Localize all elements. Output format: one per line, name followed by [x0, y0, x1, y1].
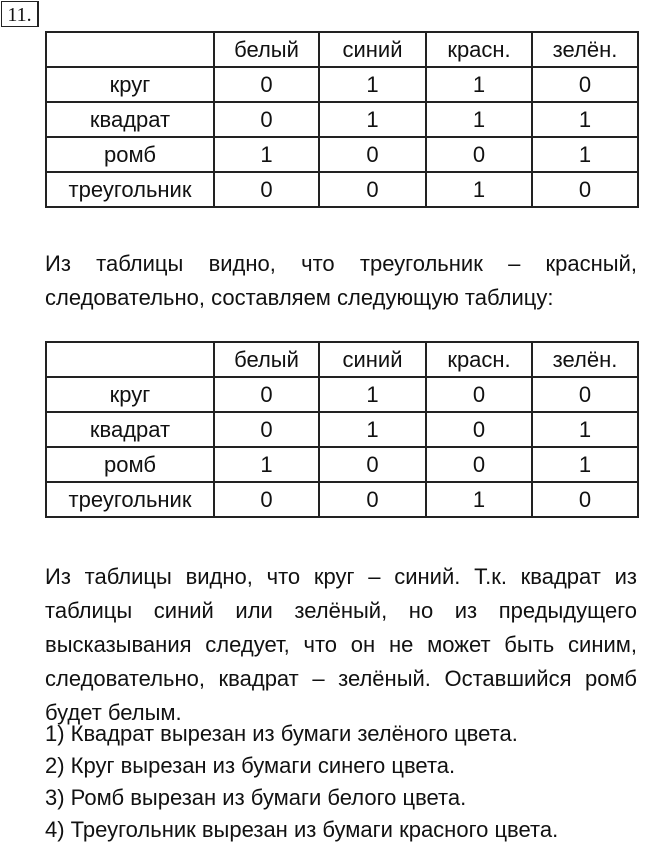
table-cell: 0	[426, 412, 532, 447]
table-cell: 1	[532, 412, 638, 447]
row-label: ромб	[46, 447, 214, 482]
table-cell: 0	[214, 102, 319, 137]
table-corner-cell	[46, 32, 214, 67]
table-header-row	[46, 342, 638, 377]
table-cell: 0	[214, 482, 319, 517]
table-row	[46, 377, 638, 412]
table-cell: 0	[214, 412, 319, 447]
table-row	[46, 482, 638, 517]
table-cell: 0	[532, 172, 638, 207]
answer-item: 3) Ромб вырезан из бумаги белого цвета.	[45, 785, 467, 810]
color-table-updated	[45, 341, 639, 518]
row-label: круг	[46, 67, 214, 102]
table-cell: 1	[214, 137, 319, 172]
table-cell: 1	[319, 377, 426, 412]
table-row	[46, 67, 638, 102]
row-label: квадрат	[46, 102, 214, 137]
column-header: синий	[319, 342, 426, 377]
table-cell: 1	[426, 102, 532, 137]
column-header: синий	[319, 32, 426, 67]
column-header: белый	[214, 32, 319, 67]
answer-list	[45, 718, 645, 846]
table-cell: 0	[426, 447, 532, 482]
table-cell: 0	[319, 482, 426, 517]
table-cell: 1	[532, 137, 638, 172]
table-row	[46, 412, 638, 447]
table-cell: 0	[426, 137, 532, 172]
table-cell: 1	[532, 102, 638, 137]
table-cell: 1	[426, 172, 532, 207]
column-header: зелён.	[532, 32, 638, 67]
table-cell: 1	[426, 67, 532, 102]
table-cell: 1	[319, 67, 426, 102]
row-label: круг	[46, 377, 214, 412]
table-cell: 1	[426, 482, 532, 517]
column-header: красн.	[426, 32, 532, 67]
row-label: ромб	[46, 137, 214, 172]
answer-item: 1) Квадрат вырезан из бумаги зелёного цвета.	[45, 721, 518, 746]
table-cell: 0	[214, 172, 319, 207]
table-cell: 1	[319, 102, 426, 137]
table-corner-cell	[46, 342, 214, 377]
answer-item: 2) Круг вырезан из бумаги синего цвета.	[45, 753, 456, 778]
table-cell: 0	[319, 172, 426, 207]
table-cell: 0	[426, 377, 532, 412]
table-cell: 1	[319, 412, 426, 447]
table-row	[46, 447, 638, 482]
table-row	[46, 102, 638, 137]
row-label: треугольник	[46, 172, 214, 207]
table-cell: 0	[532, 377, 638, 412]
row-label: квадрат	[46, 412, 214, 447]
problem-number: 11.	[1, 1, 39, 27]
table-row	[46, 172, 638, 207]
table-cell: 0	[214, 67, 319, 102]
table-cell: 0	[214, 377, 319, 412]
explanation-paragraph-1: Из таблицы видно, что треугольник – красный, следовательно, составляем следующую таблицу:	[45, 251, 637, 310]
column-header: белый	[214, 342, 319, 377]
table-cell: 1	[532, 447, 638, 482]
table-cell: 0	[319, 137, 426, 172]
explanation-paragraph-2: Из таблицы видно, что круг – синий. Т.к. квадрат из таблицы синий или зелёный, но из предыдущего высказывания следует, что он не может быть синим, следовательно, квадрат – зелёный. Оставшийся ромб будет белым.	[45, 564, 637, 725]
color-table-initial	[45, 31, 639, 208]
table-cell: 0	[319, 447, 426, 482]
table-cell: 0	[532, 482, 638, 517]
table-row	[46, 137, 638, 172]
answer-item: 4) Треугольник вырезан из бумаги красного цвета.	[45, 817, 559, 842]
table-cell: 0	[532, 67, 638, 102]
column-header: красн.	[426, 342, 532, 377]
table-header-row	[46, 32, 638, 67]
column-header: зелён.	[532, 342, 638, 377]
table-cell: 1	[214, 447, 319, 482]
row-label: треугольник	[46, 482, 214, 517]
